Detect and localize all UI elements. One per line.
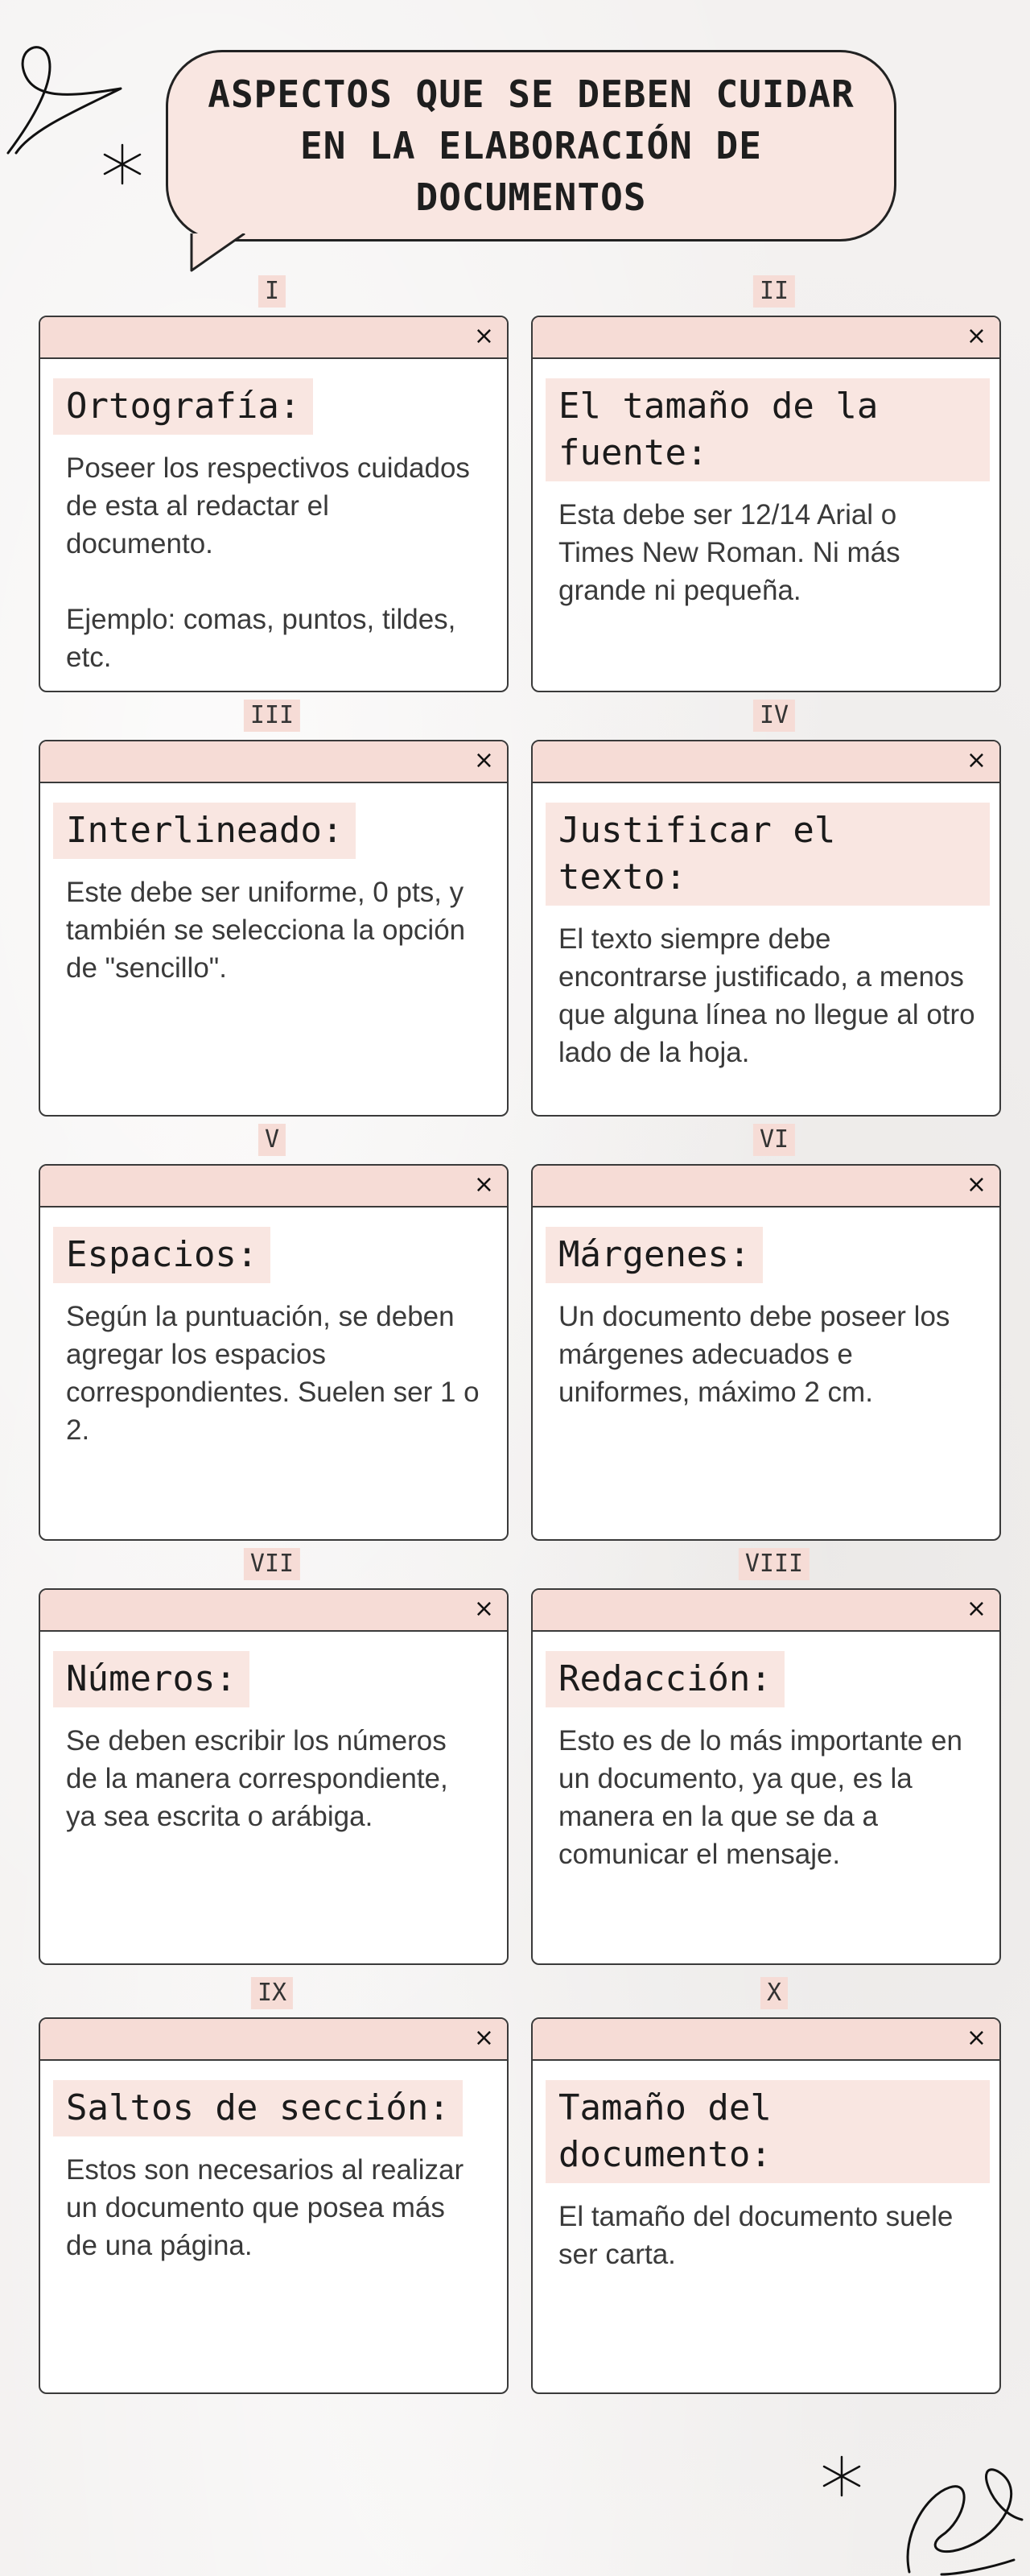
card-title-bar [40,2019,507,2061]
card-numeral: X [760,1977,788,2009]
card-body: Poseer los respectivos cuidados de esta al redactar el documento. Ejemplo: comas, puntos, tildes, etc. [66,452,470,673]
info-card [39,1164,509,1541]
card-title-bar [533,1166,999,1208]
close-icon[interactable]: × [966,322,987,350]
card-body: Según la puntuación, se deben agregar los espacios correspondientes. Suelen ser 1 o 2. [66,1301,480,1446]
info-card [39,1588,509,1965]
card-numeral: VIII [739,1548,810,1580]
info-card [39,740,509,1117]
page-title: ASPECTOS QUE SE DEBEN CUIDAR EN LA ELABORACIÓN DE DOCUMENTOS [208,72,855,219]
close-icon[interactable]: × [966,2024,987,2052]
card-numeral: III [244,700,300,732]
card-numeral: VI [753,1124,795,1156]
card-body: El texto siempre debe encontrarse justificado, a menos que alguna línea no llegue al otro lado de la hoja. [558,923,975,1068]
title-bubble [166,50,896,242]
card-title-bar [40,317,507,359]
close-icon[interactable]: × [473,1170,494,1199]
card-title-bar [40,1590,507,1632]
info-card [531,1588,1001,1965]
card-heading: Ortografía: [53,378,313,435]
card-heading: El tamaño de la fuente: [546,378,990,481]
card-body: Este debe ser uniforme, 0 pts, y también se selecciona la opción de "sencillo". [66,877,466,984]
card-numeral: VII [244,1548,300,1580]
card-title-bar [533,2019,999,2061]
sparkle-icon-bottom [819,2454,864,2499]
card-heading: Justificar el texto: [546,803,990,906]
info-card [531,316,1001,692]
close-icon[interactable]: × [473,746,494,774]
info-card [39,2017,509,2394]
bubble-tail [188,233,253,274]
card-numeral: IX [251,1977,293,2009]
close-icon[interactable]: × [473,322,494,350]
close-icon[interactable]: × [966,1170,987,1199]
info-card [531,1164,1001,1541]
card-numeral: IV [753,700,795,732]
card-heading: Tamaño del documento: [546,2080,990,2183]
card-body: El tamaño del documento suele ser carta. [558,2201,954,2270]
card-title-bar [533,741,999,783]
card-heading: Interlineado: [53,803,356,859]
card-numeral: V [258,1124,286,1156]
info-card [531,2017,1001,2394]
card-body: Se deben escribir los números de la manera correspondiente, ya sea escrita o arábiga. [66,1725,448,1832]
card-heading: Saltos de sección: [53,2080,463,2136]
card-heading: Redacción: [546,1651,785,1707]
card-body: Esta debe ser 12/14 Arial o Times New Roman. Ni más grande ni pequeña. [558,499,900,606]
card-numeral: I [258,275,286,308]
card-title-bar [40,1166,507,1208]
close-icon[interactable]: × [966,746,987,774]
card-title-bar [40,741,507,783]
card-title-bar [533,1590,999,1632]
card-heading: Espacios: [53,1227,270,1283]
info-card [39,316,509,692]
sparkle-icon [100,142,145,187]
card-body: Estos son necesarios al realizar un documento que posea más de una página. [66,2154,464,2261]
close-icon[interactable]: × [473,1595,494,1623]
card-heading: Márgenes: [546,1227,763,1283]
close-icon[interactable]: × [473,2024,494,2052]
scribble-doodle-icon-bottom [893,2439,1030,2576]
card-heading: Números: [53,1651,249,1707]
card-body: Esto es de lo más importante en un documento, ya que, es la manera en la que se da a comunicar el mensaje. [558,1725,962,1870]
card-body: Un documento debe poseer los márgenes adecuados e uniformes, máximo 2 cm. [558,1301,950,1408]
close-icon[interactable]: × [966,1595,987,1623]
card-title-bar [533,317,999,359]
card-numeral: II [753,275,795,308]
info-card [531,740,1001,1117]
